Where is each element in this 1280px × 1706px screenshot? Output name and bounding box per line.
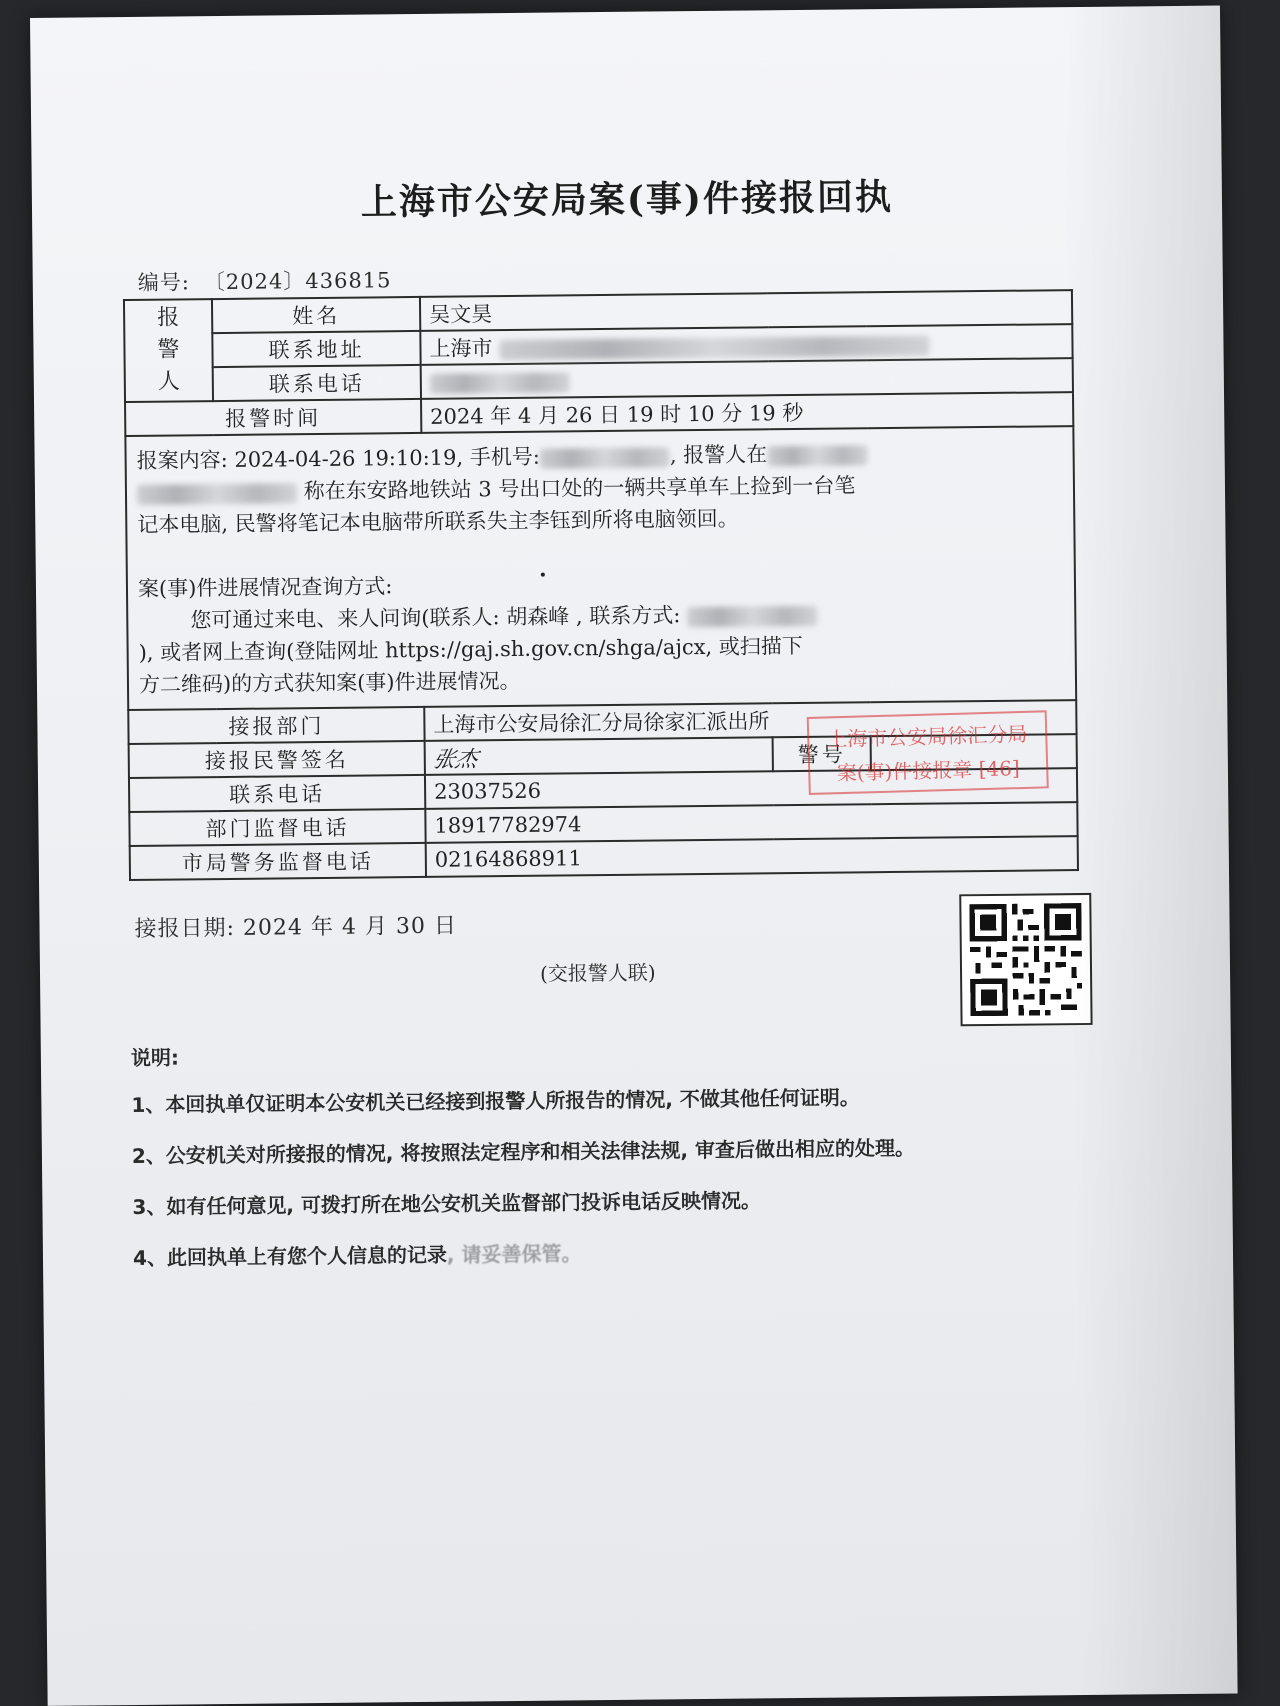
notes-heading: 说明: [130, 1045, 180, 1070]
contact-phone-label: 联系电话 [129, 775, 425, 812]
serial-number [138, 264, 406, 297]
location2-redaction [137, 483, 297, 505]
content-line1a: 报案内容: 2024-04-26 19:10:19, 手机号: [136, 444, 540, 473]
query-line3: 方二维码)的方式获知案(事)件进展情况。 [138, 668, 521, 697]
stamp-line2: 案(事)件接报章 [46] [836, 756, 1021, 786]
address-label: 联系地址 [212, 331, 420, 367]
note-item-1: 1、本回执单仅证明本公安机关已经接到报警人所报告的情况, 不做其他任何证明。 [131, 1085, 860, 1117]
received-date-value: 2024 年 4 月 30 日 [242, 913, 458, 941]
dept-supervision-value: 18917782974 [425, 802, 1077, 843]
query-line1: 您可通过来电、来人问询(联系人: 胡森峰 , 联系方式: [190, 603, 681, 633]
content-line3: 记本电脑, 民警将笔记本电脑带所联系失主李钰到所将电脑领回。 [137, 506, 739, 537]
qr-code-icon[interactable] [959, 893, 1092, 1026]
serial-label: 编号: [137, 270, 190, 295]
report-time-label: 报警时间 [125, 399, 421, 436]
note-item-4b: , 请妥善保管。 [446, 1241, 582, 1267]
received-date-label: 接报日期: [134, 915, 236, 942]
received-date [134, 909, 457, 943]
dept-label: 接报部门 [128, 707, 424, 744]
report-time-value: 2024 年 4 月 26 日 19 时 10 分 19 秒 [421, 392, 1073, 433]
official-stamp [807, 710, 1049, 795]
content-line1b: , 报警人在 [669, 442, 768, 468]
officer-signature: 张杰 [430, 746, 480, 773]
phone-redaction [430, 372, 570, 393]
officer-signature-cell [425, 737, 773, 775]
name-label: 姓名 [212, 297, 420, 333]
note-item-2: 2、公安机关对所接报的情况, 将按照法定程序和相关法律法规, 审查后做出相应的处理。 [131, 1135, 916, 1168]
mobile-redaction [540, 447, 670, 468]
ink-dot [541, 573, 545, 577]
dept-supervision-label: 部门监督电话 [129, 809, 425, 846]
copy-note: (交报警人联) [539, 960, 656, 986]
phone-label: 联系电话 [213, 365, 421, 401]
note-item-4a: 4、此回执单上有您个人信息的记录 [132, 1242, 448, 1270]
receipt-paper [30, 6, 1238, 1706]
query-line2: ), 或者网上查询(登陆网址 https://gaj.sh.gov.cn/shga/ajcx, 或扫描下 [138, 633, 803, 665]
content-line2: 称在东安路地铁站 3 号出口处的一辆共享单车上捡到一台笔 [303, 473, 856, 504]
address-redaction [499, 335, 929, 360]
contact-phone-value: 23037526 [425, 768, 1077, 809]
report-form-table [123, 289, 1079, 881]
contact-redaction [687, 605, 817, 626]
city-supervision-value: 02164868911 [426, 836, 1078, 877]
serial-value: 〔2024〕436815 [203, 268, 392, 295]
city-supervision-label: 市局警务监督电话 [130, 843, 426, 880]
officer-label: 接报民警签名 [129, 741, 425, 778]
stamp-line1: 上海市公安局徐汇分局 [826, 721, 1028, 752]
location-redaction [767, 445, 867, 466]
dept-value: 上海市公安局徐汇分局徐家汇派出所 [424, 700, 1076, 741]
address-visible: 上海市 [429, 336, 493, 361]
name-value: 吴文昊 [420, 290, 1072, 331]
report-content-cell [125, 426, 1076, 710]
badge-label: 警号 [773, 736, 871, 771]
query-heading: 案(事)件进展情况查询方式: [137, 574, 393, 601]
document-title: 上海市公安局案(事)件接报回执 [360, 175, 894, 224]
notes-section [131, 1032, 1084, 1293]
reporter-group-label: 报 警 人 [124, 299, 213, 402]
note-item-4 [133, 1232, 1083, 1271]
paper-shadow [1060, 6, 1238, 1696]
note-item-3: 3、如有任何意见, 可拨打所在地公安机关监督部门投诉电话反映情况。 [132, 1188, 762, 1219]
